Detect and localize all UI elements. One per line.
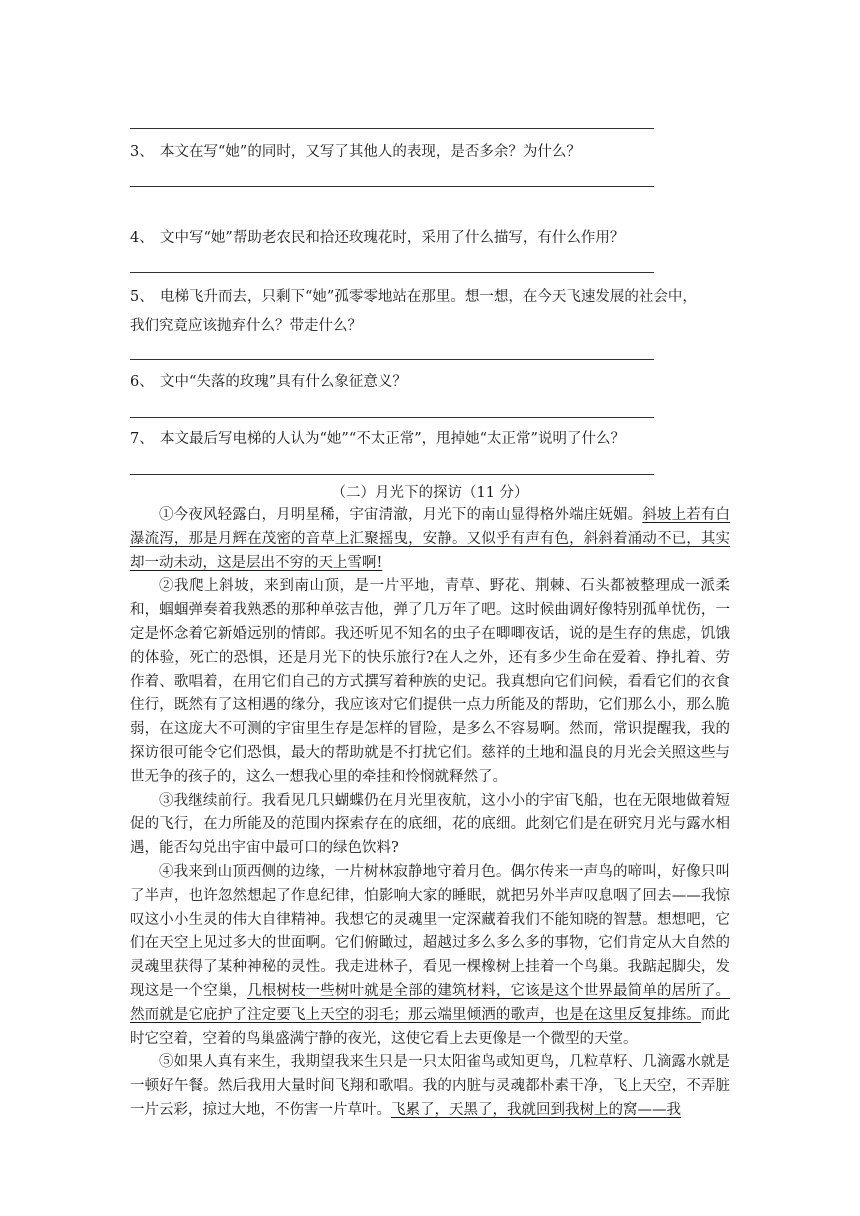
paragraph-text: ⑤如果人真有来生，我期望我来生只是一只太阳雀鸟或知更鸟，几粒草籽、几滴露水就是一顿好午餐。然后我用大量时间飞翔和歌唱。我的内脏与灵魂都朴素干净，飞上天空，不弄脏一片云彩，掠过大地，不伤害一片草叶。 bbox=[130, 1054, 730, 1118]
answer-line bbox=[130, 186, 654, 187]
answer-line bbox=[130, 272, 654, 273]
question-text: 文中“失落的玫瑰”具有什么象征意义？ bbox=[160, 374, 407, 390]
reading-passage bbox=[130, 504, 730, 1123]
question-3 bbox=[130, 138, 730, 167]
question-text: 电梯飞升而去，只剩下“她”孤零零地站在那里。想一想，在今天飞速发展的社会中， bbox=[160, 289, 697, 305]
underlined-sentence: 几根树枝一些树叶就是全部的建筑材料，它该是这个世界最简单的居所了。然而就是它庇护了注定要飞上天空的羽毛；那云端里倾洒的歌声，也是在这里反复排练。 bbox=[130, 982, 731, 1023]
paragraph-text: ①今夜风轻露白，月明星稀，宇宙清澈，月光下的南山显得格外端庄妩媚。 bbox=[159, 507, 643, 523]
paragraph-4 bbox=[130, 861, 730, 1051]
question-number: 6、 bbox=[130, 374, 154, 390]
underlined-sentence: 斜坡上若有白瀑流泻，那是月辉在茂密的音草上汇聚摇曳，安静。又似乎有声有色，斜斜着涌动不已，其实却一动未动，这是层出不穷的天上雪啊! bbox=[130, 507, 731, 571]
question-number: 3、 bbox=[130, 144, 154, 160]
answer-line bbox=[130, 417, 654, 418]
question-5 bbox=[130, 283, 730, 341]
question-number: 4、 bbox=[130, 230, 154, 246]
question-4 bbox=[130, 224, 730, 253]
question-text: 本文最后写电梯的人认为“她”“不太正常”，甩掉她“太正常”说明了什么？ bbox=[160, 431, 625, 447]
question-text: 文中写“她”帮助老农民和拾还玫瑰花时，采用了什么描写，有什么作用？ bbox=[160, 230, 625, 246]
question-text: 本文在写“她”的同时，又写了其他人的表现，是否多余？为什么？ bbox=[160, 144, 581, 160]
paragraph-2: ②我爬上斜坡，来到南山顶，是一片平地，青草、野花、荆棘、石头都被整理成一派柔和，蝈蝈弹奏着我熟悉的那种单弦吉他，弹了几万年了吧。这时候曲调好像特别孤单忧伤，一定是怀念着它新婚远别的情郎。我还听见不知名的虫子在唧唧夜话，说的是生存的焦虑，饥饿的体验，死亡的恐惧，还是月光下的快乐旅行?在人之外，还有多少生命在爱着、挣扎着、劳作着、歌唱着，在用它们自己的方式撰写着种族的史记。我真想向它们问候，看看它们的衣食住行，既然有了这相遇的缘分，我应该对它们提供一点力所能及的帮助，它们那么小，那么脆弱，在这庞大不可测的宇宙里生存是怎样的冒险，是多么不容易啊。然而，常识提醒我，我的探访很可能令它们恐惧，最大的帮助就是不打扰它们。慈祥的土地和温良的月光会关照这些与世无争的孩子的，这么一想我心里的牵挂和怜悯就释然了。 bbox=[130, 578, 730, 785]
answer-line bbox=[130, 128, 654, 129]
question-number: 5、 bbox=[130, 289, 154, 305]
paragraph-3: ③我继续前行。我看见几只蝴蝶仍在月光里夜航，这小小的宇宙飞船，也在无限地做着短促的飞行，在力所能及的范围内探索存在的底细，花的底细。此刻它们是在研究月光与露水相遇，能否勾兑出宇宙中最可口的绿色饮料? bbox=[130, 792, 730, 857]
answer-line bbox=[130, 474, 654, 475]
question-7 bbox=[130, 425, 730, 454]
question-number: 7、 bbox=[130, 431, 154, 447]
question-text-continued: 我们究竟应该抛弃什么？带走什么？ bbox=[130, 318, 362, 334]
paragraph-5 bbox=[130, 1051, 730, 1122]
paragraph-text: ④我来到山顶西侧的边缘，一片树林寂静地守着月色。偶尔传来一声鸟的啼叫，好像只叫了半声，也许忽然想起了作息纪律，怕影响大家的睡眠，就把另外半声叹息咽了回去——我惊叹这小小生灵的伟大自律精神。我想它的灵魂里一定深藏着我们不能知晓的智慧。想想吧，它们在天空上见过多大的世面啊。它们俯瞰过，超越过多么多么多的事物，它们肯定从大自然的灵魂里获得了某种神秘的灵性。我走进林子，看见一棵橡树上挂着一个鸟巢。我踮起脚尖，发现这是一个空巢， bbox=[130, 863, 730, 999]
paragraph-text: 而此时它空着，空着的鸟巢盛满宁静的夜光，这使它看上去更像是一个微型的天堂。 bbox=[130, 1006, 730, 1047]
question-6 bbox=[130, 368, 730, 397]
paragraph-1 bbox=[130, 504, 730, 575]
answer-line bbox=[130, 359, 654, 360]
section-title: （二）月光下的探访（11 分） bbox=[331, 485, 529, 501]
underlined-sentence: 飞累了，天黑了，我就回到我树上的窝——我 bbox=[391, 1101, 681, 1118]
